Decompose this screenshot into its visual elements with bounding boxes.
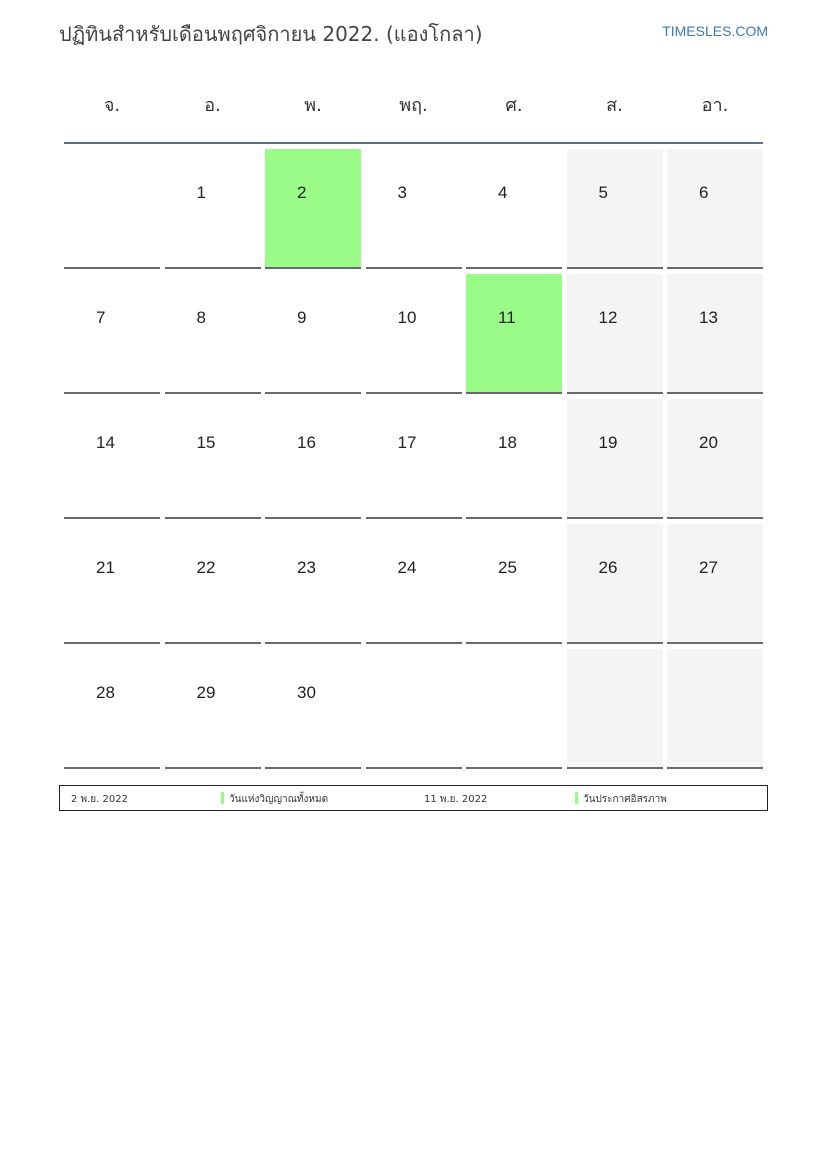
day-cell <box>366 399 462 519</box>
day-number: 18 <box>498 433 517 452</box>
calendar-grid <box>64 149 763 770</box>
day-cell <box>265 399 361 519</box>
day-cell <box>165 649 261 769</box>
day-number: 27 <box>699 558 718 577</box>
day-number: 20 <box>699 433 718 452</box>
weekday-sun: อา. <box>701 95 729 116</box>
day-cell <box>667 274 763 394</box>
day-cell <box>567 399 663 519</box>
day-number: 13 <box>699 308 718 327</box>
day-number: 10 <box>397 308 417 327</box>
legend-name-1: วันแห่งวิญญาณทั้งหมด <box>229 794 329 805</box>
day-cell <box>165 274 261 394</box>
day-cell <box>265 649 361 769</box>
day-number: 29 <box>196 683 216 702</box>
day-cell <box>165 399 261 519</box>
day-cell <box>567 149 663 269</box>
day-number: 26 <box>598 558 618 577</box>
day-cell <box>366 149 462 269</box>
page-title: ปฏิทินสำหรับเดือนพฤศจิกายน 2022. (แองโกลา) <box>59 22 483 46</box>
day-cell <box>64 649 160 769</box>
day-number: 15 <box>196 433 216 452</box>
weekday-tue: อ. <box>204 95 221 116</box>
legend-date-2: 11 พ.ย. 2022 <box>424 794 488 805</box>
empty-day-cell <box>366 649 462 769</box>
empty-day-cell <box>567 649 663 769</box>
day-number: 23 <box>297 558 316 577</box>
day-cell <box>667 399 763 519</box>
weekday-fri: ศ. <box>505 95 523 116</box>
day-cell <box>466 149 562 269</box>
legend-color-marker <box>221 792 224 804</box>
day-number: 19 <box>598 433 618 452</box>
weekday-mon: จ. <box>103 95 121 116</box>
day-cell <box>165 149 261 269</box>
day-cell <box>265 149 361 269</box>
day-cell <box>165 524 261 644</box>
empty-day-cell <box>64 149 160 269</box>
day-number: 3 <box>397 183 407 202</box>
day-number: 7 <box>96 308 106 327</box>
day-number: 14 <box>96 433 115 452</box>
day-cell <box>265 274 361 394</box>
weekday-header-row <box>64 90 763 120</box>
day-number: 4 <box>498 183 508 202</box>
day-cell <box>466 524 562 644</box>
day-cell <box>466 274 562 394</box>
day-number: 5 <box>598 183 608 202</box>
day-number: 9 <box>297 308 307 327</box>
day-cell <box>567 524 663 644</box>
day-number: 8 <box>196 308 206 327</box>
legend-date-1: 2 พ.ย. 2022 <box>71 794 128 805</box>
day-number: 17 <box>397 433 417 452</box>
day-number: 24 <box>397 558 417 577</box>
day-cell <box>366 274 462 394</box>
day-number: 11 <box>498 308 516 327</box>
day-number: 22 <box>196 558 216 577</box>
legend-color-marker <box>575 792 578 804</box>
day-number: 25 <box>498 558 517 577</box>
day-cell <box>265 524 361 644</box>
day-cell <box>567 274 663 394</box>
day-cell <box>366 524 462 644</box>
day-number: 12 <box>598 308 618 327</box>
day-cell <box>667 149 763 269</box>
day-number: 1 <box>196 183 206 202</box>
holiday-legend <box>59 785 768 811</box>
empty-day-cell <box>466 649 562 769</box>
day-number: 16 <box>297 433 316 452</box>
empty-day-cell <box>667 649 763 769</box>
weekday-sat: ส. <box>606 95 623 116</box>
day-cell <box>667 524 763 644</box>
legend-name-2: วันประกาศอิสรภาพ <box>583 794 667 805</box>
day-cell <box>64 274 160 394</box>
weekday-wed: พ. <box>304 95 322 116</box>
site-link[interactable]: TIMESLES.COM <box>662 23 768 39</box>
day-number: 2 <box>297 183 307 202</box>
header-divider <box>64 142 763 144</box>
weekday-thu: พฤ. <box>399 95 428 116</box>
day-number: 6 <box>699 183 709 202</box>
day-number: 28 <box>96 683 115 702</box>
day-number: 21 <box>96 558 115 577</box>
day-cell <box>64 399 160 519</box>
day-cell <box>64 524 160 644</box>
day-cell <box>466 399 562 519</box>
day-number: 30 <box>297 683 316 702</box>
